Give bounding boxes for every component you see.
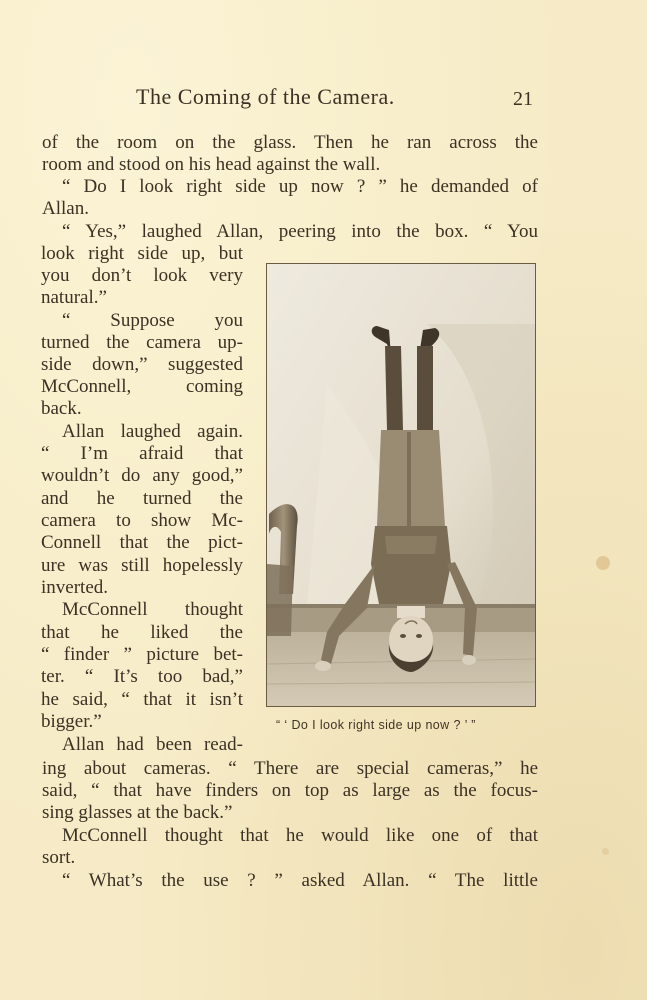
paper-stain [602, 848, 609, 855]
text-line: camera to show Mc- [41, 510, 243, 531]
text-line: ing about cameras. “ There are special cameras,” he [42, 758, 538, 779]
text-line: turned the camera up- [41, 332, 243, 353]
text-line: ure was still hopelessly [41, 555, 243, 576]
text-line: McConnell thought [62, 599, 243, 620]
text-line: that he liked the [41, 622, 243, 643]
halftone-photograph [266, 263, 536, 707]
text-line: side down,” suggested [41, 354, 243, 375]
page-number: 21 [513, 88, 533, 110]
text-line: said, “ that have finders on top as large as the focus- [42, 780, 538, 801]
text-line: wouldn’t do any good,” [41, 465, 243, 486]
text-line: Allan laughed again. [62, 421, 243, 442]
text-line: “ finder ” picture bet- [41, 644, 243, 665]
text-line: and he turned the [41, 488, 243, 509]
text-line: look right side up, but [41, 243, 243, 264]
running-title: The Coming of the Camera. [136, 84, 395, 109]
text-line: “ Yes,” laughed Allan, peering into the box. “ You [62, 221, 538, 242]
paper-stain [596, 556, 610, 570]
text-line: of the room on the glass. Then he ran across the [42, 132, 538, 153]
text-line: “ Do I look right side up now ? ” he demanded of [62, 176, 538, 197]
text-line: back. [41, 398, 82, 419]
text-line: sing glasses at the back.” [42, 802, 233, 823]
text-line: bigger.” [41, 711, 102, 732]
text-line: Connell that the pict- [41, 532, 243, 553]
text-line: “ I’m afraid that [41, 443, 243, 464]
text-line: sort. [42, 847, 76, 868]
text-line: “ Suppose you [62, 310, 243, 331]
text-line: Allan had been read- [62, 734, 243, 755]
text-line: Allan. [42, 198, 89, 219]
text-line: natural.” [41, 287, 107, 308]
boy-standing-on-head-illustration [267, 264, 535, 706]
figure-caption: “ ‘ Do I look right side up now ? ’ ” [276, 718, 476, 732]
text-line: McConnell thought that he would like one of that [62, 825, 538, 846]
text-line: ter. “ It’s too bad,” [41, 666, 243, 687]
text-line: McConnell, coming [41, 376, 243, 397]
text-line: he said, “ that it isn’t [41, 689, 243, 710]
text-line: room and stood on his head against the wall. [42, 154, 381, 175]
text-line: “ What’s the use ? ” asked Allan. “ The little [62, 870, 538, 891]
text-line: inverted. [41, 577, 109, 598]
text-line: you don’t look very [41, 265, 243, 286]
